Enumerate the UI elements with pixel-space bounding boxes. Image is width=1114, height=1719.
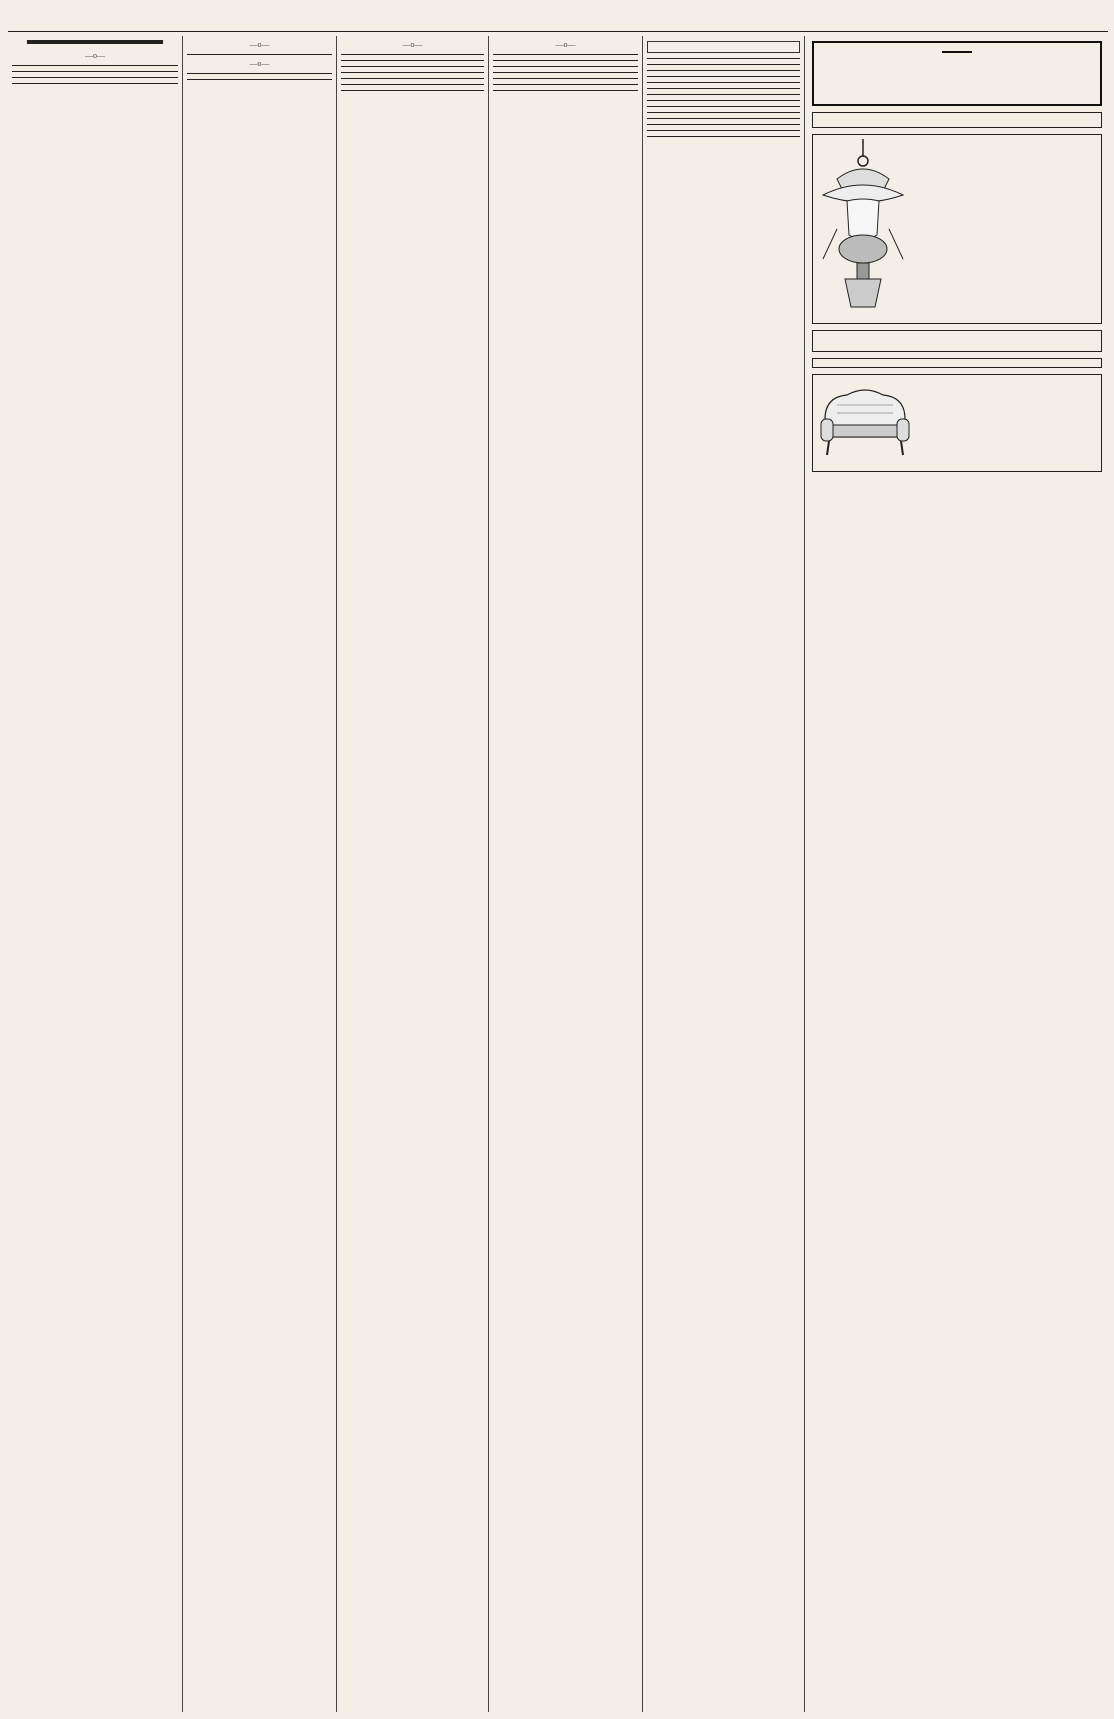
column-4	[489, 36, 642, 1712]
ornament: —o—	[249, 59, 270, 68]
sale-word-pattern	[776, 45, 796, 49]
lamp-advert	[812, 134, 1102, 324]
ornament: —o—	[555, 40, 576, 49]
mccluggage-advert-2	[812, 358, 1102, 368]
ornament: —o—	[402, 40, 423, 49]
sale-advert	[647, 41, 800, 53]
furniture-advert	[812, 374, 1102, 472]
column-6	[806, 36, 1108, 1712]
column-3	[337, 36, 488, 1712]
column-rule	[804, 36, 805, 1712]
chart-clothing-advert	[812, 41, 1102, 106]
column-1	[8, 36, 182, 1712]
masthead	[8, 6, 1108, 32]
mccluggage-advert	[812, 330, 1102, 352]
edition-banner	[27, 40, 163, 44]
land-buyers-advert	[812, 112, 1102, 128]
sale-word-pattern	[651, 45, 671, 49]
chart-title	[942, 51, 972, 53]
column-5	[643, 36, 804, 1712]
column-2	[183, 36, 336, 1712]
ornament: —o—	[249, 40, 270, 49]
kerosene-lamp-icon	[817, 139, 909, 319]
ornament: —o—	[85, 51, 105, 60]
sofa-icon	[817, 379, 913, 463]
